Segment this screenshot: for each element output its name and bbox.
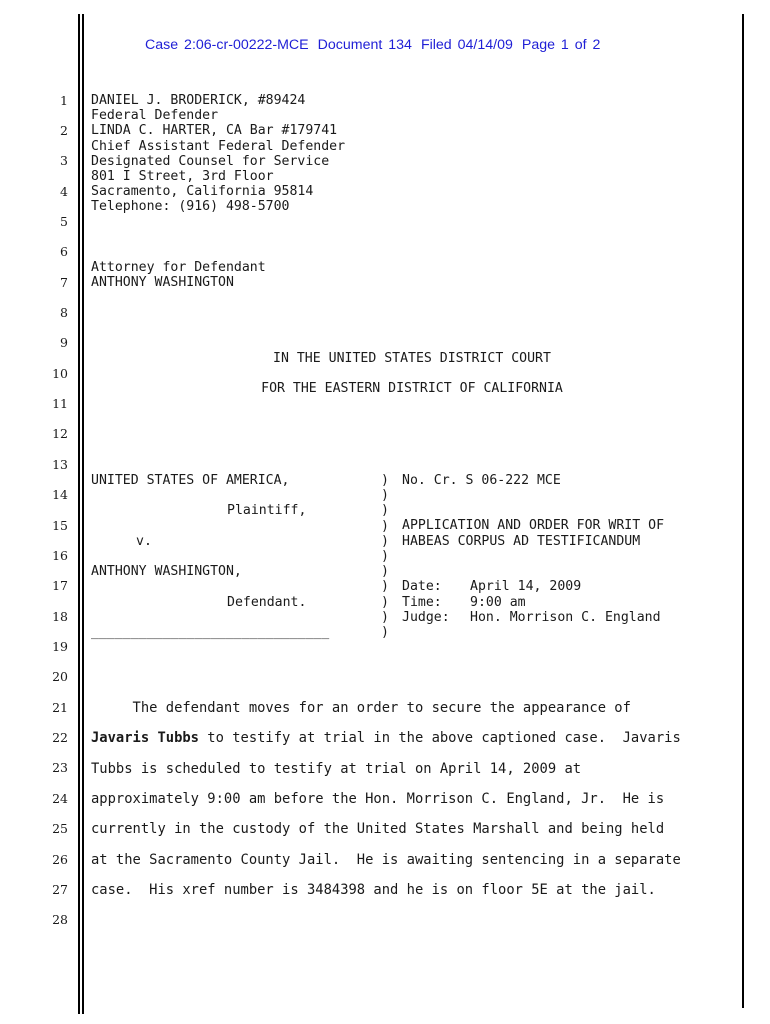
defendant-name: ANTHONY WASHINGTON, [91, 564, 242, 579]
line-number: 26 [52, 852, 68, 867]
line-number: 5 [60, 214, 68, 229]
document-title-line1: APPLICATION AND ORDER FOR WRIT OF [402, 518, 665, 533]
line-number: 4 [60, 184, 68, 199]
body-line-rest: to testify at trial in the above captioned case. Javaris [198, 730, 681, 746]
hearing-date-label: Date: [402, 579, 442, 594]
caption-paren-column [381, 473, 389, 640]
counsel-line: Federal Defender [91, 108, 219, 124]
client-name: ANTHONY WASHINGTON [91, 275, 234, 291]
plaintiff-label: Plaintiff, [227, 503, 307, 518]
line-number: 3 [60, 153, 68, 168]
court-title-line1: IN THE UNITED STATES DISTRICT COURT [273, 351, 551, 366]
caption-paren: ) [381, 549, 389, 565]
body-line: Tubbs is scheduled to testify at trial on April 14, 2009 at [91, 761, 582, 777]
line-number: 20 [52, 669, 68, 684]
line-number: 23 [52, 760, 68, 775]
body-line [91, 731, 681, 746]
counsel-line: Chief Assistant Federal Defender [91, 138, 346, 154]
caption-paren: ) [381, 533, 389, 549]
header-case-number: Case 2:06-cr-00222-MCE [145, 37, 309, 53]
ecf-header [145, 37, 609, 53]
witness-name: Javaris Tubbs [91, 730, 199, 746]
defendant-label: Defendant. [227, 595, 307, 610]
hearing-time-label: Time: [402, 595, 442, 610]
caption-paren: ) [381, 518, 389, 534]
line-number: 18 [52, 609, 68, 624]
line-number: 13 [52, 457, 68, 472]
caption-paren: ) [381, 625, 389, 641]
line-number: 28 [52, 912, 68, 927]
body-line: at the Sacramento County Jail. He is awaiting sentencing in a separate [91, 852, 681, 868]
caption-paren: ) [381, 609, 389, 625]
caption-paren: ) [381, 473, 389, 488]
attorney-for-label: Attorney for Defendant [91, 260, 266, 275]
case-number: No. Cr. S 06-222 MCE [402, 473, 561, 488]
body-line: The defendant moves for an order to secure the appearance of [91, 700, 631, 716]
caption-paren: ) [381, 488, 389, 504]
counsel-line: Sacramento, California 95814 [91, 184, 314, 200]
line-number: 19 [52, 639, 68, 654]
body-line: approximately 9:00 am before the Hon. Morrison C. England, Jr. He is [91, 791, 665, 807]
line-number: 12 [52, 426, 68, 441]
line-number: 6 [60, 244, 68, 259]
line-number: 9 [60, 335, 68, 350]
line-number: 2 [60, 123, 68, 138]
line-number: 25 [52, 821, 68, 836]
line-number: 22 [52, 730, 68, 745]
line-number: 15 [52, 518, 68, 533]
document-title-line2: HABEAS CORPUS AD TESTIFICANDUM [402, 534, 641, 549]
left-margin-rule-inner [82, 14, 84, 1014]
line-number: 16 [52, 548, 68, 563]
hearing-date-value: April 14, 2009 [470, 579, 582, 594]
judge-value: Hon. Morrison C. England [470, 610, 661, 625]
body-line: case. His xref number is 3484398 and he is on floor 5E at the jail. [91, 882, 656, 898]
versus: v. [136, 534, 152, 549]
header-document: Document 134 [317, 37, 412, 53]
header-filed-date: Filed 04/14/09 [420, 37, 513, 53]
header-page: Page 1 of 2 [521, 37, 601, 53]
counsel-line: DANIEL J. BRODERICK, #89424 [91, 93, 306, 108]
caption-underline: ______________________________ [91, 625, 330, 640]
line-number: 17 [52, 578, 68, 593]
hearing-time-value: 9:00 am [470, 595, 526, 610]
court-title-line2: FOR THE EASTERN DISTRICT OF CALIFORNIA [261, 381, 563, 396]
counsel-line: LINDA C. HARTER, CA Bar #179741 [91, 123, 338, 139]
line-number: 14 [52, 487, 68, 502]
line-number: 11 [52, 396, 68, 411]
plaintiff-name: UNITED STATES OF AMERICA, [91, 473, 290, 488]
counsel-line: 801 I Street, 3rd Floor [91, 169, 274, 185]
line-number: 7 [60, 275, 68, 290]
counsel-line: Telephone: (916) 498-5700 [91, 199, 290, 215]
left-margin-rule-outer [78, 14, 80, 1014]
attorney-for-block [91, 260, 266, 290]
body-line: currently in the custody of the United States Marshall and being held [91, 821, 665, 837]
line-number: 10 [52, 366, 68, 381]
line-number: 27 [52, 882, 68, 897]
right-margin-rule [742, 14, 744, 1008]
counsel-line: Designated Counsel for Service [91, 153, 330, 169]
counsel-block [91, 93, 345, 215]
line-number: 1 [60, 93, 68, 108]
line-number: 24 [52, 791, 68, 806]
caption-paren: ) [381, 564, 389, 580]
line-number: 8 [60, 305, 68, 320]
line-number: 21 [52, 700, 68, 715]
caption-paren: ) [381, 503, 389, 519]
caption-paren: ) [381, 579, 389, 595]
judge-label: Judge: [402, 610, 450, 625]
caption-paren: ) [381, 594, 389, 610]
